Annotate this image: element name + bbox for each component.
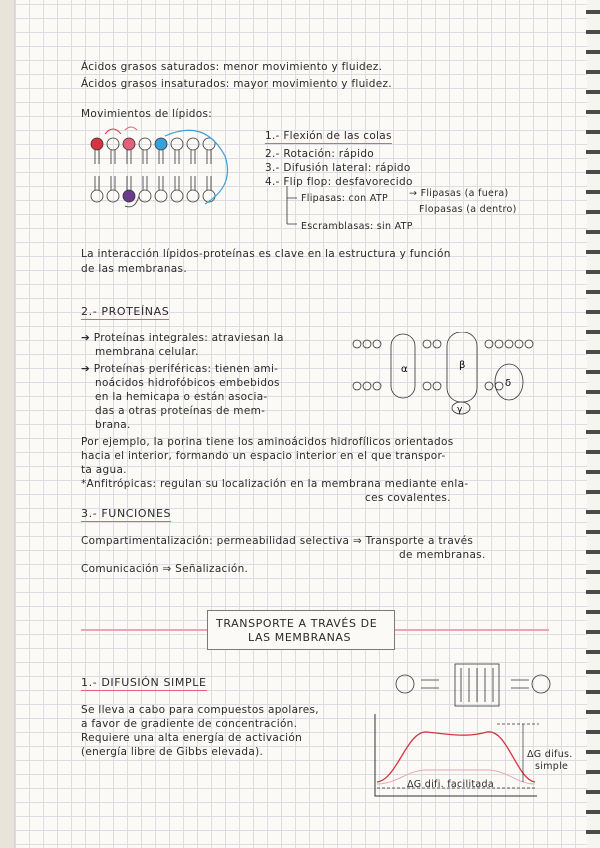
protein-delta-label: δ [505,378,512,389]
graph-label-2: ΔG difi. facilitada [407,779,494,790]
difusion-line-3: Requiere una alta energía de activación [81,732,303,744]
anfitropicas-line-2: ces covalentes. [365,492,451,504]
proteinas-heading [81,305,169,318]
anfitropicas-line-1: *Anfitrópicas: regulan su localización en la membrana mediante enla- [81,478,469,490]
notebook-page [14,0,587,848]
movimiento-4: 4.- Flip flop: desfavorecido [265,176,413,188]
difusion-line-1: Se lleva a cabo para compuestos apolares, [81,704,319,716]
prot-bullet2-line1: ➔ Proteínas periféricas: tienen ami- [81,363,279,375]
prot-bullet1-line1: ➔ Proteínas integrales: atraviesan la [81,332,284,344]
prot-bullet2-l1-text: Proteínas periféricas: tienen ami- [93,363,279,375]
flipasas-text: Flipasas: con ATP [301,193,389,204]
intro-line-2: Ácidos grasos insaturados: mayor movimiento y fluidez. [81,78,392,90]
scramblasas-text: Escramblasas: sin ATP [301,221,413,232]
prot-bullet2-line3: en la hemicapa o están asocia- [95,391,268,403]
diffusion-membrane-diagram [391,662,561,708]
protein-alpha-label: α [401,364,408,375]
funciones-heading [81,507,171,520]
notebook-margin [0,0,14,848]
transporte-title-box [207,610,395,650]
difusion-heading-text: 1.- DIFUSIÓN SIMPLE [81,676,207,689]
membrane-proteins-diagram [349,332,539,422]
transporte-title-2: LAS MEMBRANAS [248,631,352,644]
movimiento-1-text: 1.- Flexión de las colas [265,130,392,142]
ejemplo-line-2: hacia el interior, formando un espacio interior en el que transpor- [81,450,446,462]
intro-line-1: Ácidos grasos saturados: menor movimiento y fluidez. [81,61,383,73]
interaccion-line-2: de las membranas. [81,263,187,275]
difusion-line-2: a favor de gradiente de concentración. [81,718,298,730]
interaccion-line-1: La interacción lípidos-proteínas es clave en la estructura y función [81,248,451,260]
protein-gamma-label: γ [457,405,463,415]
prot-bullet1-line2: membrana celular. [95,346,199,358]
prot-bullet2-line4: das a otras proteínas de mem- [95,405,266,417]
prot-bullet1-l1-text: Proteínas integrales: atraviesan la [93,332,284,344]
graph-label-1: ΔG difus. [527,749,573,760]
difusion-line-4: (energía libre de Gibbs elevada). [81,746,264,758]
funciones-heading-text: 3.- FUNCIONES [81,507,172,520]
transporte-title-1: TRANSPORTE A TRAVÉS DE [216,617,378,630]
prot-bullet2-line2: noácidos hidrofóbicos embebidos [95,377,280,389]
movimiento-3: 3.- Difusión lateral: rápido [265,162,411,174]
graph-label-1b: simple [535,761,569,772]
top-heads [91,138,215,150]
title-rule-left [81,629,207,631]
funciones-line-1b: de membranas. [399,549,486,561]
lipid-bilayer-diagram [87,124,247,218]
proteinas-heading-text: 2.- PROTEÍNAS [81,305,170,318]
flipasas-out-text: → Flipasas (a fuera) [409,188,509,199]
funciones-line-2: Comunicación ⇒ Señalización. [81,563,249,575]
flopasas-text: Flopasas (a dentro) [419,204,517,215]
movimiento-2: 2.- Rotación: rápido [265,148,375,160]
ejemplo-line-3: ta agua. [81,464,127,476]
difusion-heading [81,676,207,689]
title-rule-right [393,629,549,631]
prot-bullet2-line5: brana. [95,419,131,431]
notebook-spiral [586,0,600,848]
movimientos-title: Movimientos de lípidos: [81,108,213,120]
flipflop-branch [281,186,301,228]
movimiento-1 [265,130,392,143]
funciones-line-1: Compartimentalización: permeabilidad selectiva ⇒ Transporte a través [81,535,474,547]
protein-beta-label: β [459,360,466,371]
ejemplo-line-1: Por ejemplo, la porina tiene los aminoácidos hidrofílicos orientados [81,436,454,448]
